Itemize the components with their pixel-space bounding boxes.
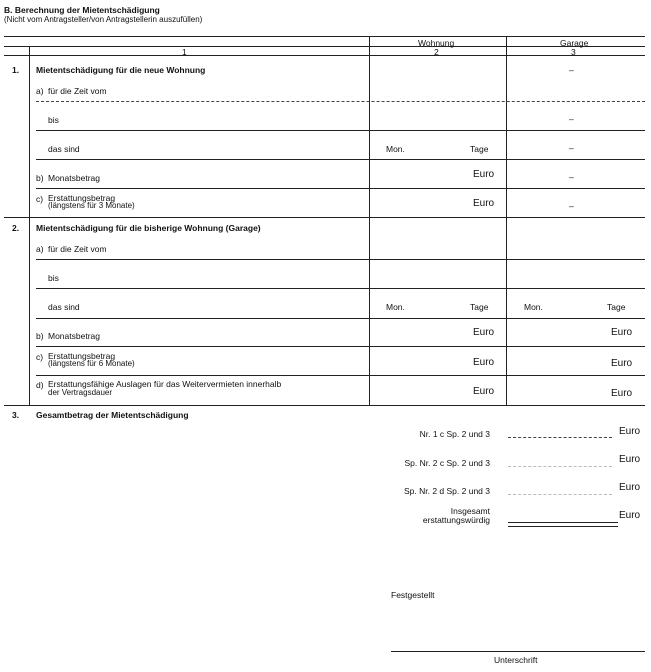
s3-line3-euro: Euro: [619, 482, 641, 493]
s2-c-text2: (längstens für 6 Monate): [48, 359, 135, 368]
s2-d-text2: der Vertragsdauer: [48, 388, 113, 397]
s2-c-text1: Erstattungsbetrag: [48, 351, 116, 361]
section-1-bottom-border: [4, 217, 645, 218]
s2-a-label: a): [36, 244, 44, 254]
s2-d-euro-wohnung: Euro: [473, 386, 495, 397]
s3-line2-label: Sp. Nr. 2 c Sp. 2 und 3: [404, 458, 490, 468]
s3-total-euro: Euro: [619, 510, 641, 521]
s2-c-label: c): [36, 352, 44, 362]
s1-c-label: c): [36, 194, 44, 204]
column-header-garage: Garage: [560, 38, 589, 48]
s1-b-euro: Euro: [473, 169, 495, 180]
s1-garage-dash-5: –: [569, 201, 574, 211]
s2-row-b-line: [36, 346, 645, 347]
s3-line1-euro: Euro: [619, 426, 641, 437]
s2-d-label: d): [36, 380, 44, 390]
section-3-title: Gesamtbetrag der Mietentschädigung: [36, 410, 189, 420]
s1-bis: bis: [48, 115, 59, 125]
col-wohnung-divider: [369, 36, 370, 406]
s3-line2-euro: Euro: [619, 454, 641, 465]
s2-das-sind: das sind: [48, 302, 80, 312]
s2-mon-label-garage: Mon.: [524, 302, 543, 312]
s2-row-dassind-line: [36, 318, 645, 319]
s2-c-euro-wohnung: Euro: [473, 357, 495, 368]
s1-row-b-line: [36, 188, 645, 189]
s2-b-label: b): [36, 331, 44, 341]
s1-row-a-line: [36, 101, 645, 102]
s3-line2-input[interactable]: [508, 466, 612, 467]
s2-b-euro-wohnung: Euro: [473, 327, 495, 338]
s2-a-text: für die Zeit vom: [48, 244, 107, 254]
header-divider: [4, 46, 645, 47]
s2-tage-label-wohnung: Tage: [470, 302, 489, 312]
column-number-2: 2: [434, 47, 439, 57]
section-2-number: 2.: [12, 223, 20, 233]
s1-b-text: Monatsbetrag: [48, 173, 100, 183]
s1-a-text: für die Zeit vom: [48, 86, 107, 96]
s2-row-bis-line: [36, 288, 645, 289]
s3-total-label2: erstattungswürdig: [422, 515, 490, 525]
s1-a-label: a): [36, 86, 44, 96]
s2-row-a-line: [36, 259, 645, 260]
col-garage-divider: [506, 36, 507, 406]
table-top-border: [4, 36, 645, 37]
s1-mon-label: Mon.: [386, 144, 405, 154]
s1-b-label: b): [36, 173, 44, 183]
s3-total-input[interactable]: [508, 522, 618, 523]
s2-b-text: Monatsbetrag: [48, 331, 100, 341]
header-bottom-border: [4, 55, 645, 56]
section-1-title: Mietentschädigung für die neue Wohnung: [36, 65, 206, 75]
s1-row-dassind-line: [36, 159, 645, 160]
s1-das-sind: das sind: [48, 144, 80, 154]
s1-c-text1: Erstattungsbetrag: [48, 193, 116, 203]
s1-c-text2: (längstens für 3 Monate): [48, 201, 135, 210]
s1-tage-label: Tage: [470, 144, 489, 154]
s2-row-c-line: [36, 375, 645, 376]
section-3-number: 3.: [12, 410, 20, 420]
form-section-subtitle: (Nicht vom Antragsteller/von Antragstellerin auszufüllen): [4, 15, 203, 24]
s1-garage-dash-3: –: [569, 143, 574, 153]
s2-bis: bis: [48, 273, 59, 283]
s3-line3-label: Sp. Nr. 2 d Sp. 2 und 3: [403, 486, 490, 496]
s3-line3-input[interactable]: [508, 494, 612, 495]
form-section-title: B. Berechnung der Mietentschädigung: [4, 5, 160, 15]
s2-c-euro-garage: Euro: [611, 358, 633, 369]
festgestellt-label: Festgestellt: [391, 590, 435, 600]
column-header-wohnung: Wohnung: [418, 38, 455, 48]
signature-line[interactable]: [391, 651, 645, 652]
s3-total-double-underline: [508, 526, 618, 527]
column-number-3: 3: [571, 47, 576, 57]
s2-mon-label-wohnung: Mon.: [386, 302, 405, 312]
s2-d-text1: Erstattungsfähige Auslagen für das Weitervermieten innerhalb: [48, 379, 282, 389]
s2-d-euro-garage: Euro: [611, 388, 633, 399]
s2-b-euro-garage: Euro: [611, 327, 633, 338]
s1-row-bis-line: [36, 130, 645, 131]
section-2-bottom-border: [4, 405, 645, 406]
column-number-1: 1: [182, 47, 187, 57]
s3-line1-input[interactable]: [508, 437, 612, 438]
s1-garage-dash-1: –: [569, 65, 574, 75]
section-1-number: 1.: [12, 65, 20, 75]
s2-tage-label-garage: Tage: [607, 302, 626, 312]
col-number-divider: [29, 46, 30, 406]
section-2-title: Mietentschädigung für die bisherige Wohnung (Garage): [36, 223, 261, 233]
s3-total-label1: Insgesamt: [450, 506, 490, 516]
s1-garage-dash-2: –: [569, 114, 574, 124]
signature-label: Unterschrift: [494, 655, 538, 665]
s1-c-euro: Euro: [473, 198, 495, 209]
s1-garage-dash-4: –: [569, 172, 574, 182]
s3-line1-label: Nr. 1 c Sp. 2 und 3: [419, 429, 490, 439]
